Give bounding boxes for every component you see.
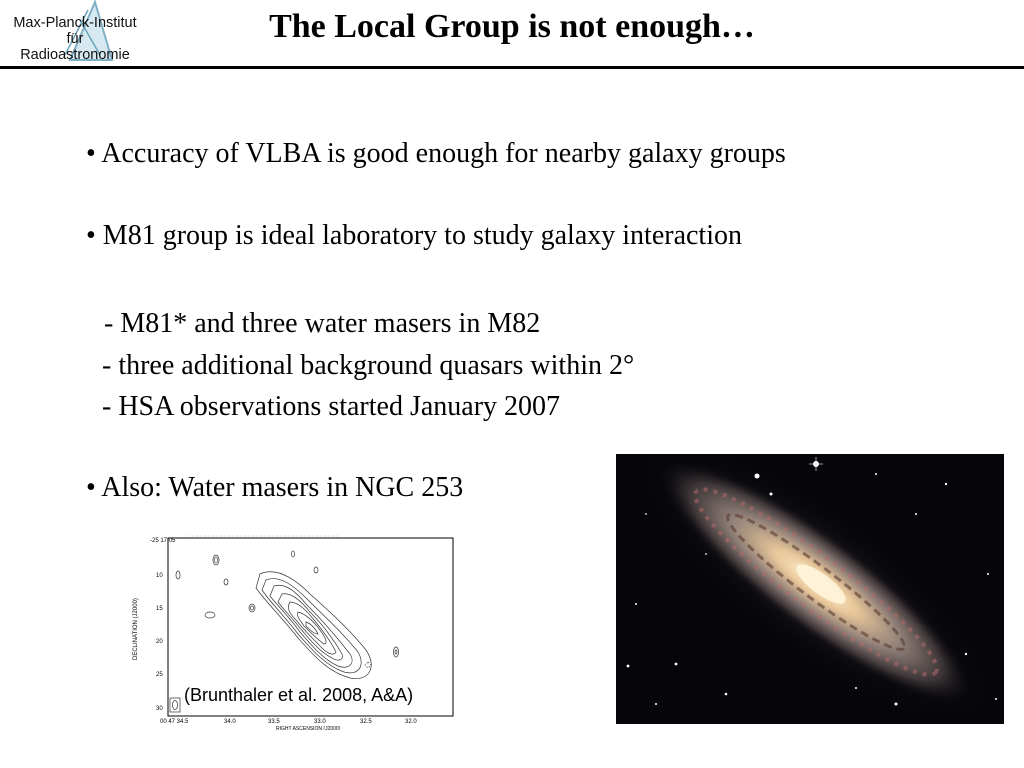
sub-bullet-hsa: - HSA observations started January 2007 (102, 391, 561, 422)
x-tick-5: 32.0 (405, 719, 417, 725)
y-tick-25: 25 (156, 672, 163, 678)
ngc253-galaxy-image (616, 454, 1004, 724)
x-tick-4: 32.5 (360, 719, 372, 725)
logo-line-2: für (66, 31, 84, 47)
galaxy-graphic (616, 454, 1004, 724)
x-tick-0: 00 47 34.5 (160, 719, 189, 725)
title-divider (0, 66, 1024, 69)
logo-line-3: Radioastronomie (20, 47, 130, 63)
slide-title: The Local Group is not enough… (269, 8, 755, 45)
y-top-label: -25 17 05 (150, 538, 176, 544)
bullet-vlba-accuracy: • Accuracy of VLBA is good enough for nearby galaxy groups (86, 138, 786, 169)
y-tick-30: 30 (156, 706, 163, 712)
bullet-m81-group: • M81 group is ideal laboratory to study galaxy interaction (86, 220, 742, 251)
sub-bullet-quasars: - three additional background quasars within 2° (102, 350, 635, 381)
x-tick-2: 33.5 (268, 719, 280, 725)
sub-bullet-m81-masers: - M81* and three water masers in M82 (104, 308, 541, 339)
x-tick-3: 33.0 (314, 719, 326, 725)
y-tick-20: 20 (156, 639, 163, 645)
y-axis-label: DECLINATION (J2000) (133, 598, 139, 660)
x-tick-1: 34.0 (224, 719, 236, 725)
x-axis-label: RIGHT ASCENSION (J2000) (276, 726, 341, 730)
bullet-ngc253: • Also: Water masers in NGC 253 (86, 472, 464, 503)
figure-caption: (Brunthaler et al. 2008, A&A) (184, 685, 414, 705)
y-tick-15: 15 (156, 606, 163, 612)
logo-line-1: Max-Planck-Institut (13, 15, 137, 31)
y-tick-10: 10 (156, 573, 163, 579)
